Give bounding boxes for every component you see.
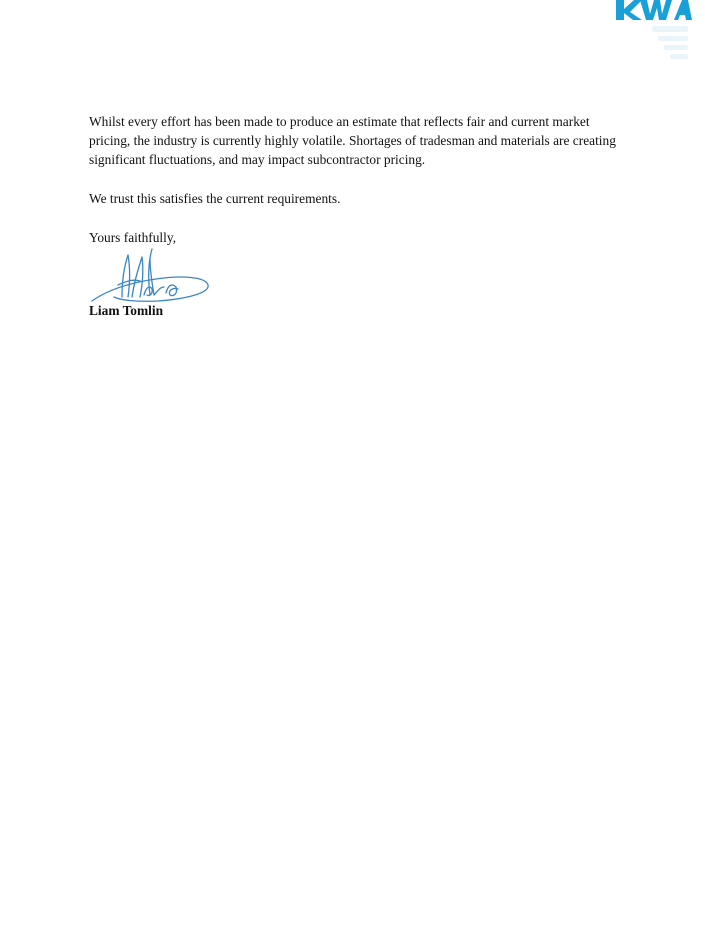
paragraph-requirements: We trust this satisfies the current requirements. — [89, 191, 341, 206]
closing-salutation: Yours faithfully, — [89, 230, 177, 245]
letter-body — [89, 112, 629, 320]
paragraph-market-pricing: Whilst every effort has been made to produce an estimate that reflects fair and current market pricing, the industry is currently highly volatile. Shortages of tradesman and materials are creating significant fluctuations, and may impact subcontractor pricing. — [89, 114, 616, 167]
company-logo — [612, 0, 692, 62]
signatory-name: Liam Tomlin — [89, 303, 164, 318]
handwritten-signature — [86, 245, 214, 309]
